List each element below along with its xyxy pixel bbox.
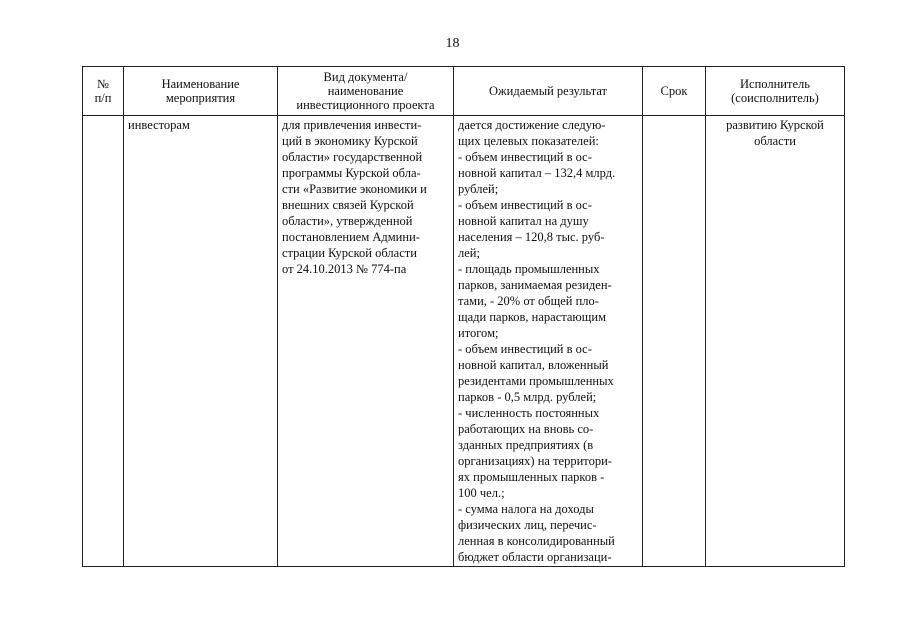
header-doc: Вид документа/ наименование инвестиционного проекта (278, 67, 454, 116)
result-text-line: бюджет области организаци- (458, 550, 612, 564)
measures-table (82, 66, 845, 567)
header-name: Наименование мероприятия (124, 67, 278, 116)
document-text-line: постановлением Админи- (282, 230, 420, 244)
table-header-row (83, 67, 845, 116)
cell-num (83, 116, 124, 567)
document-text-line: от 24.10.2013 № 774-па (282, 262, 407, 276)
result-text-line: - площадь промышленных (458, 262, 600, 276)
result-text-line: тами, - 20% от общей пло- (458, 294, 599, 308)
result-text-line: - объем инвестиций в ос- (458, 342, 592, 356)
cell-term (643, 116, 706, 567)
result-text-line: работающих на вновь со- (458, 422, 594, 436)
result-text-line: дается достижение следую- (458, 118, 606, 132)
header-result: Ожидаемый результат (454, 67, 643, 116)
header-num: № п/п (83, 67, 124, 116)
result-text-line: итогом; (458, 326, 499, 340)
cell-name-text: инвесторам (128, 118, 190, 132)
table-row (83, 116, 845, 567)
executor-text-line: области (754, 134, 796, 148)
result-text-line: парков, занимаемая резиден- (458, 278, 612, 292)
cell-name (124, 116, 278, 567)
result-text-line: парков - 0,5 млрд. рублей; (458, 390, 597, 404)
result-text-line: ях промышленных парков - (458, 470, 605, 484)
header-term: Срок (643, 67, 706, 116)
page-number: 18 (445, 36, 460, 51)
cell-executor (706, 116, 845, 567)
result-text-line: населения – 120,8 тыс. руб- (458, 230, 605, 244)
document-text-line: страции Курской области (282, 246, 417, 260)
result-text-line: - сумма налога на доходы (458, 502, 594, 516)
result-text-line: щих целевых показателей: (458, 134, 599, 148)
document-text-line: области» государственной (282, 150, 423, 164)
result-text-line: ленная в консолидированный (458, 534, 615, 548)
result-text-line: - объем инвестиций в ос- (458, 198, 592, 212)
document-text-line: ций в экономику Курской (282, 134, 418, 148)
result-text-line: физических лиц, перечис- (458, 518, 597, 532)
result-text-line: лей; (458, 246, 480, 260)
document-text-line: области», утвержденной (282, 214, 413, 228)
document-text-line: внешних связей Курской (282, 198, 414, 212)
result-text-line: новной капитал, вложенный (458, 358, 609, 372)
document-text-line: для привлечения инвести- (282, 118, 422, 132)
executor-text-line: развитию Курской (726, 118, 824, 132)
result-text-line: щади парков, нарастающим (458, 310, 606, 324)
result-text-line: 100 чел.; (458, 486, 505, 500)
result-text-line: - объем инвестиций в ос- (458, 150, 592, 164)
result-text-line: новной капитал на душу (458, 214, 589, 228)
result-text-line: - численность постоянных (458, 406, 600, 420)
document-text-line: программы Курской обла- (282, 166, 421, 180)
result-text-line: резидентами промышленных (458, 374, 614, 388)
document-text-line: сти «Развитие экономики и (282, 182, 427, 196)
cell-result (454, 116, 643, 567)
header-executor: Исполнитель (соисполнитель) (706, 67, 845, 116)
result-text-line: рублей; (458, 182, 499, 196)
result-text-line: зданных предприятиях (в (458, 438, 594, 452)
result-text-line: организациях) на территори- (458, 454, 612, 468)
result-text-line: новной капитал – 132,4 млрд. (458, 166, 616, 180)
cell-document (278, 116, 454, 567)
